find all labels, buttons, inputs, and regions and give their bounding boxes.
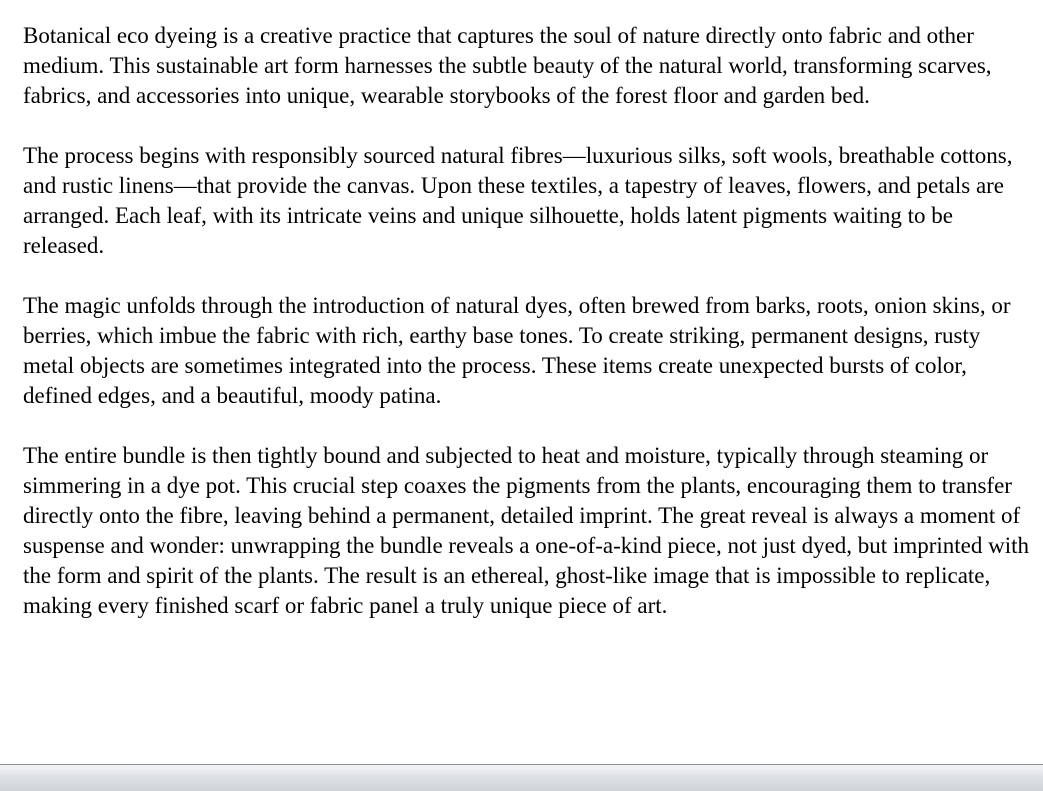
paragraph-bundle: The entire bundle is then tightly bound and subjected to heat and moisture, typically through steaming or simmering in a dye pot. This crucial step coaxes the pigments from the plants, encouraging them to transfer directly onto the fibre, leaving behind a permanent, detailed imprint. The great reveal is always a moment of suspense and wonder: unwrapping the bundle reveals a one-of-a-kind piece, not just dyed, but imprinted with the form and spirit of the plants. The result is an ethereal, ghost-like image that is impossible to replicate, making every finished scarf or fabric panel a truly unique piece of art.: [23, 443, 1029, 618]
status-bar: [0, 764, 1043, 791]
paragraph-dyes: The magic unfolds through the introduction of natural dyes, often brewed from barks, roots, onion skins, or berries, which imbue the fabric with rich, earthy base tones. To create striking, permanent designs, rusty metal objects are sometimes integrated into the process. These items create unexpected bursts of color, defined edges, and a beautiful, moody patina.: [23, 293, 1011, 408]
paragraph-process: The process begins with responsibly sourced natural fibres—luxurious silks, soft wools, breathable cottons, and rustic linens—that provide the canvas. Upon these textiles, a tapestry of leaves, flowers, and petals are arranged. Each leaf, with its intricate veins and unique silhouette, holds latent pigments waiting to be released.: [23, 143, 1013, 258]
document-body[interactable]: [23, 21, 1031, 651]
paragraph-intro: Botanical eco dyeing is a creative practice that captures the soul of nature directly onto fabric and other medium. This sustainable art form harnesses the subtle beauty of the natural world, transforming scarves, fabrics, and accessories into unique, wearable storybooks of the forest floor and garden bed.: [23, 23, 992, 108]
